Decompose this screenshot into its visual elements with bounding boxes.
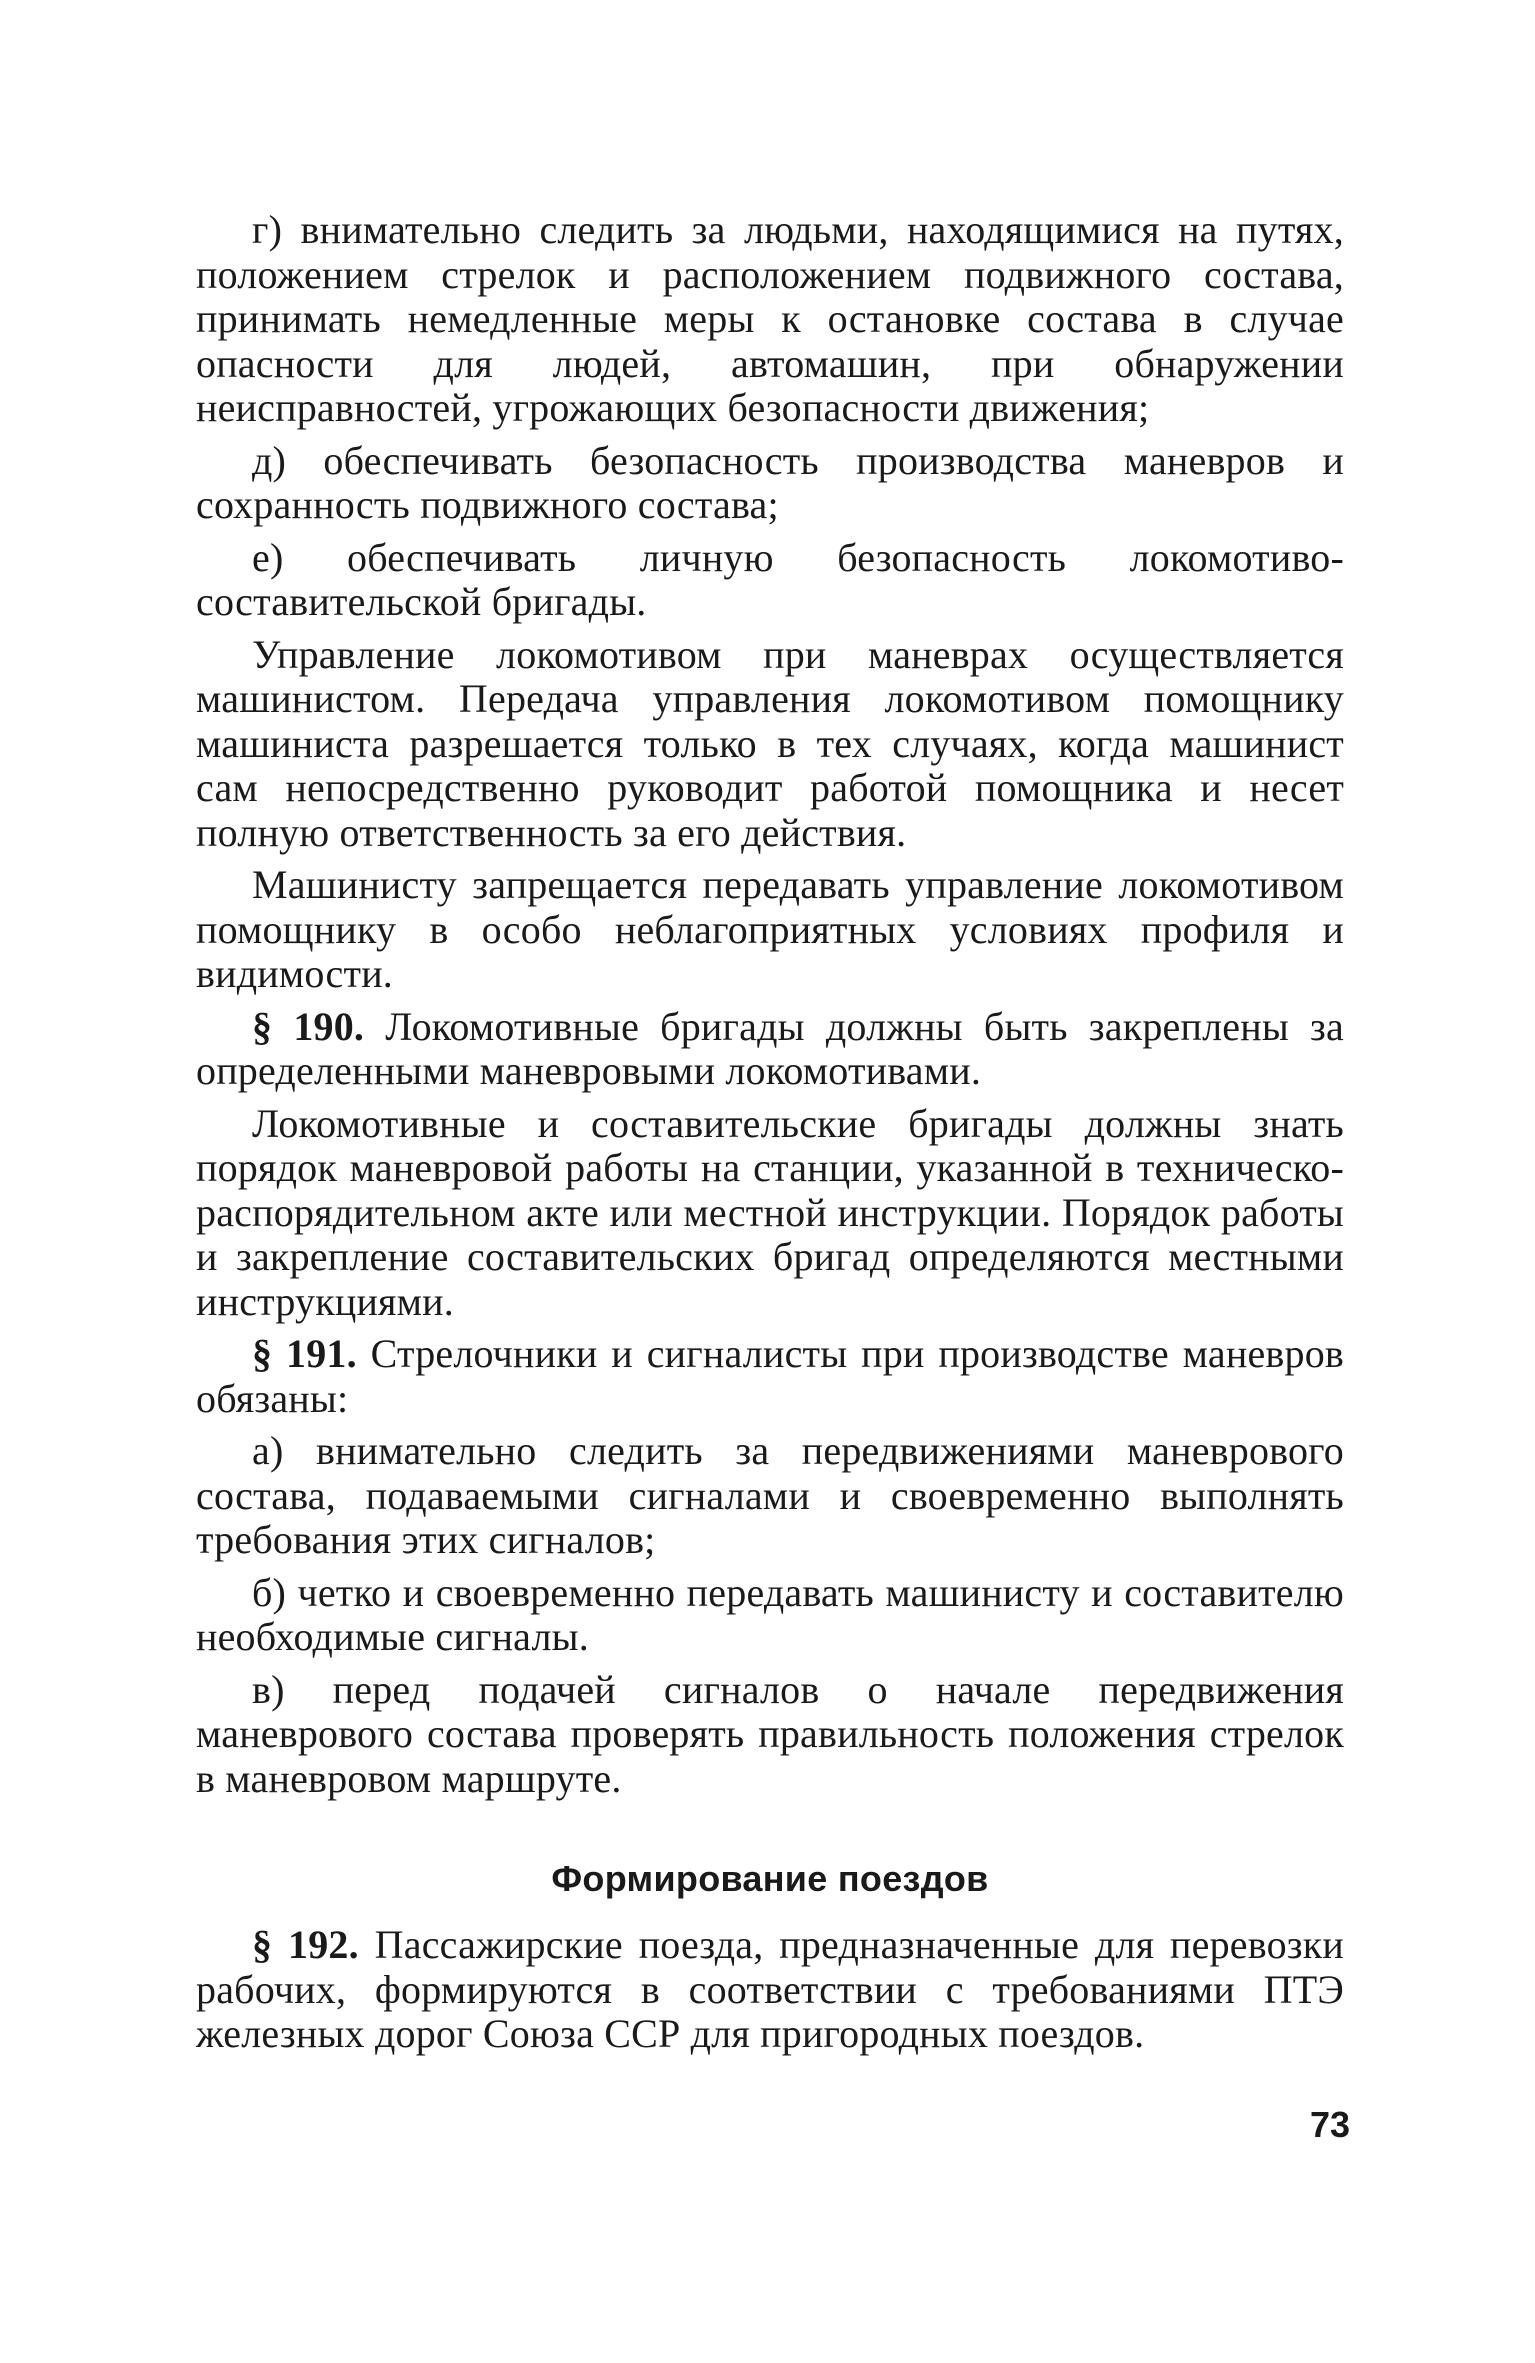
paragraph-item-b: б) четко и своевременно передавать машинисту и составителю необходимые сигналы. [196, 1569, 1344, 1659]
paragraph-item-g: г) внимательно следить за людьми, находящимися на путях, положением стрелок и расположением подвижного состава, принимать немедленные меры к остановке состава в случае опасности для людей, автомашин, при обнаружении неисправностей, угрожающих безопасности движения; [196, 207, 1344, 430]
page-number: 73 [1309, 2104, 1350, 2145]
paragraph-prohibition: Машинисту запрещается передавать управление локомотивом помощнику в особо неблагоприятных условиях профиля и видимости. [196, 862, 1344, 996]
section-191-text: Стрелочники и сигналисты при производстве маневров обязаны: [196, 1331, 1344, 1421]
paragraph-section-192 [196, 1923, 1344, 2057]
section-190-text: Локомотивные бригады должны быть закреплены за определенными маневровыми локомотивами. [196, 1003, 1345, 1093]
paragraph-item-e: е) обеспечивать личную безопасность локомотиво-составительской бригады. [196, 534, 1344, 624]
paragraph-locomotive-control: Управление локомотивом при маневрах осуществляется машинистом. Передача управления локомотивом помощнику машиниста разрешается только в тех случаях, когда машинист сам непосредственно руководит работой помощника и несет полную ответственность за его действия. [196, 631, 1344, 855]
section-192-text: Пассажирские поезда, предназначенные для перевозки рабочих, формируются в соответствии с требованиями ПТЭ железных дорог Союза ССР для пригородных поездов. [196, 1922, 1345, 2056]
section-number-191: § 191. [252, 1331, 357, 1376]
paragraph-item-a: а) внимательно следить за передвижениями маневрового состава, подаваемыми сигналами и своевременно выполнять требования этих сигналов; [196, 1428, 1344, 1562]
paragraph-item-d: д) обеспечивать безопасность производства маневров и сохранность подвижного состава; [196, 437, 1344, 527]
paragraph-section-190 [196, 1005, 1344, 1094]
section-heading: Формирование поездов [551, 1858, 989, 1899]
paragraph-brigades-knowledge: Локомотивные и составительские бригады должны знать порядок маневровой работы на станции, указанной в техническо-распорядительном акте или местной инструкции. Порядок работы и закрепление составительских бригад определяются местными инструкциями. [196, 1100, 1344, 1324]
paragraph-section-191 [196, 1332, 1344, 1421]
paragraph-item-v: в) перед подачей сигналов о начале передвижения маневрового состава проверять правильность положения стрелок в маневровом маршруте. [196, 1666, 1344, 1801]
section-number-192: § 192. [252, 1922, 359, 1967]
section-number-190: § 190. [252, 1003, 365, 1049]
page-body [196, 208, 1344, 2065]
